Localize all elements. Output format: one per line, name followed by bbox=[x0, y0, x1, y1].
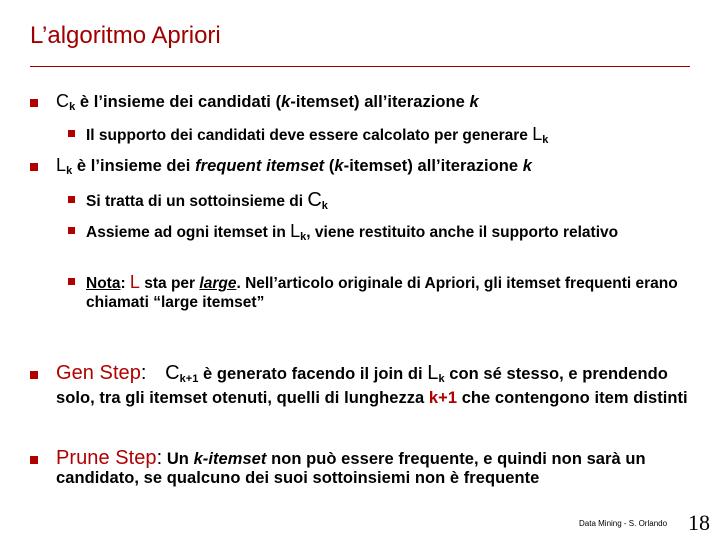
square-bullet-icon bbox=[30, 163, 38, 171]
square-bullet-icon bbox=[30, 99, 38, 107]
square-bullet-icon bbox=[30, 456, 38, 464]
bullet-lk-definition: $L_k$ è l’insieme dei frequent itemset (k-itemset) all’iterazione k bbox=[30, 156, 690, 181]
sub-bullet-support-returned: Assieme ad ogni itemset in $L_k$, viene restituito anche il supporto relativo bbox=[68, 222, 698, 247]
square-bullet-icon bbox=[30, 371, 38, 379]
square-bullet-icon bbox=[68, 196, 75, 203]
title-underline bbox=[30, 66, 690, 67]
sub-bullet-subset: Si tratta di un sottoinsieme di $C_k$ bbox=[68, 191, 688, 216]
sub-bullet-nota: Nota: L sta per large. Nell’articolo originale di Apriori, gli itemset frequenti erano chiamati “large itemset” bbox=[68, 273, 698, 312]
square-bullet-icon bbox=[68, 130, 75, 137]
sub-bullet-support: Il supporto dei candidati deve essere calcolato per generare $L_k$ bbox=[68, 125, 688, 150]
footer-credit: Data Mining - S. Orlando bbox=[579, 519, 668, 528]
bullet-prune-step: Prune Step: Un k-itemset non può essere frequente, e quindi non sarà un candidato, se qualcuno dei suoi sottoinsiemi non è frequente bbox=[30, 449, 690, 488]
bullet-gen-step: Gen Step: $C_{k+1}$ è generato facendo il join di $L_k$ con sé stesso, e prendendo solo, tra gli itemset otenuti, quelli di lunghezza k+1 che contengono item distinti bbox=[30, 364, 690, 408]
square-bullet-icon bbox=[68, 227, 75, 234]
slide-title: L’algoritmo Apriori bbox=[30, 22, 221, 49]
bullet-ck-definition: $C_k$ è l’insieme dei candidati (k-itemset) all’iterazione k bbox=[30, 92, 690, 117]
page-number: 18 bbox=[688, 510, 710, 535]
square-bullet-icon bbox=[68, 278, 75, 285]
